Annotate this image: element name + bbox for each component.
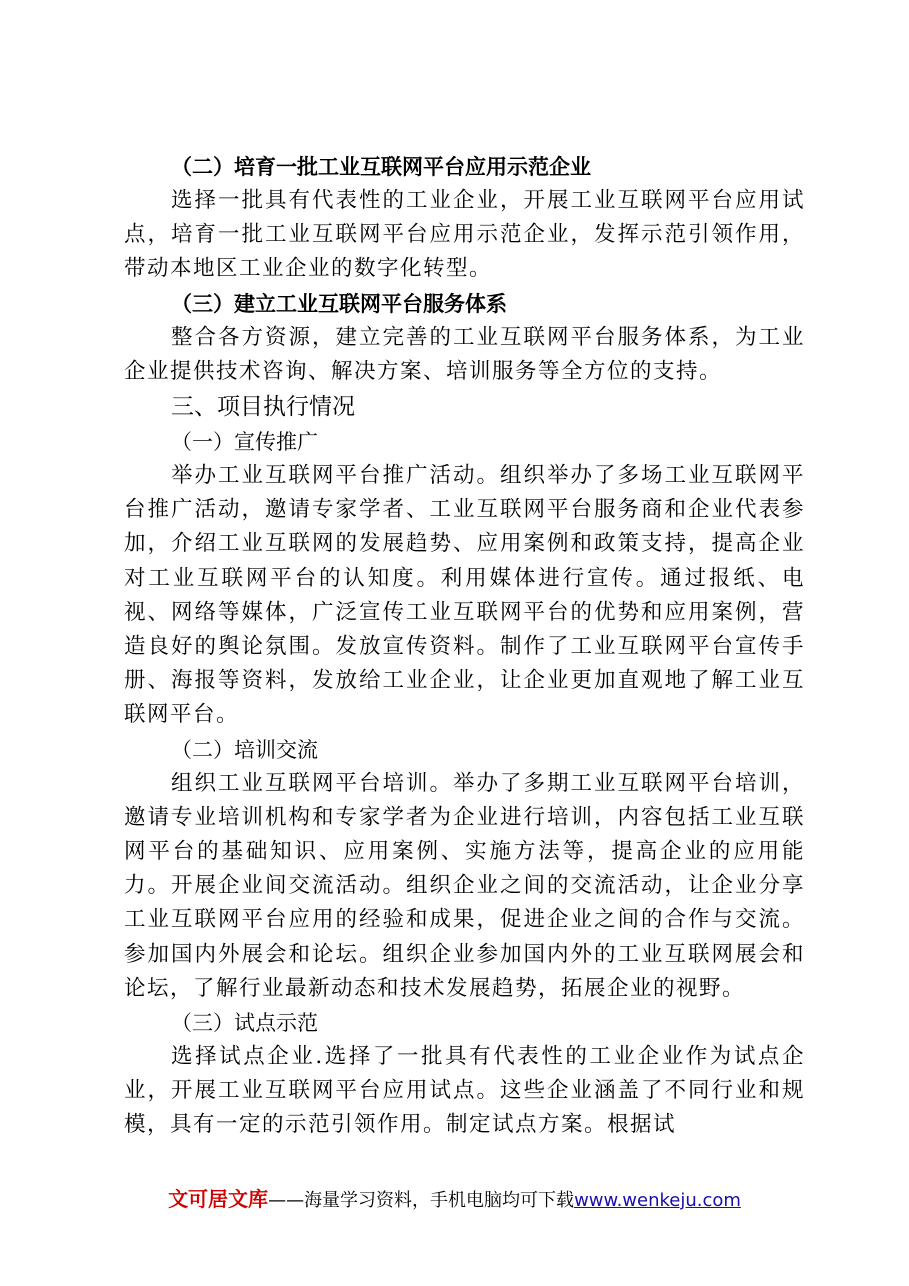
- paragraph-promotion-activities: 举办工业互联网平台推广活动。组织举办了多场工业互联网平台推广活动，邀请专家学者、工业互联网平台服务商和企业代表参加，介绍工业互联网的发展趋势、应用案例和政策支持，提高企业对工业互联网平台的认知度。利用媒体进行宣传。通过报纸、电视、网络等媒体，广泛宣传工业互联网平台的优势和应用案例，营造良好的舆论氛围。发放宣传资料。制作了工业互联网平台宣传手册、海报等资料，发放给工业企业，让企业更加直观地了解工业互联网平台。: [124, 463, 805, 728]
- document-body: [124, 150, 805, 1143]
- section-heading-service-system: （三）建立工业互联网平台服务体系: [171, 290, 507, 316]
- paragraph-select-pilot-enterprises: 选择一批具有代表性的工业企业，开展工业互联网平台应用试点，培育一批工业互联网平台应用示范企业，发挥示范引领作用，带动本地区工业企业的数字化转型。: [124, 188, 805, 282]
- chapter-heading-project-execution: 三、项目执行情况: [171, 394, 355, 421]
- section-heading-pilot-demo: （三）试点示范: [171, 1011, 318, 1036]
- footer-brand: 文可居文库: [168, 1187, 269, 1211]
- section-heading-training-exchange: （二）培训交流: [171, 737, 318, 762]
- footer-url-link[interactable]: www.wenkeju.com: [574, 1190, 741, 1211]
- footer-slogan: ——海量学习资料，手机电脑均可下载: [268, 1190, 575, 1211]
- section-heading-promotion: （一）宣传推广: [171, 430, 318, 455]
- section-heading-cultivate-demo-enterprises: （二）培育一批工业互联网平台应用示范企业: [171, 154, 591, 179]
- paragraph-integrate-resources: 整合各方资源，建立完善的工业互联网平台服务体系，为工业企业提供技术咨询、解决方案、培训服务等全方位的支持。: [124, 324, 805, 384]
- paragraph-pilot-demo: 选择试点企业.选择了一批具有代表性的工业企业作为试点企业，开展工业互联网平台应用试点。这些企业涵盖了不同行业和规模，具有一定的示范引领作用。制定试点方案。根据试: [124, 1044, 805, 1138]
- footer-banner: [0, 1183, 909, 1212]
- paragraph-training-exchange: 组织工业互联网平台培训。举办了多期工业互联网平台培训，邀请专业培训机构和专家学者为企业进行培训，内容包括工业互联网平台的基础知识、应用案例、实施方法等，提高企业的应用能力。开展企业间交流活动。组织企业之间的交流活动，让企业分享工业互联网平台应用的经验和成果，促进企业之间的合作与交流。参加国内外展会和论坛。组织企业参加国内外的工业互联网展会和论坛，了解行业最新动态和技术发展趋势，拓展企业的视野。: [124, 770, 805, 1001]
